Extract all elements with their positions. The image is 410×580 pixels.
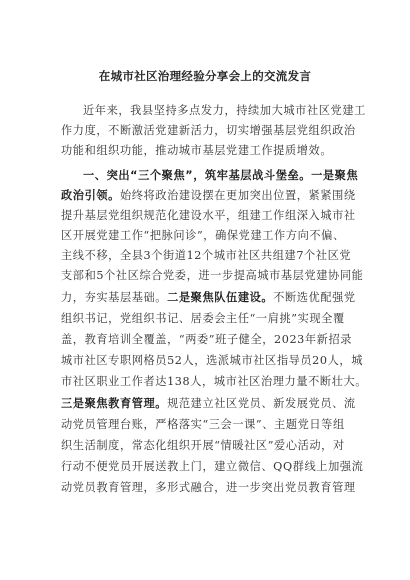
text-segment: 动党员管理台账，严格落实“三会一课”、主题党日等组 — [61, 418, 345, 431]
body-line — [61, 229, 345, 243]
bold-text-segment: 三是聚焦教育管理。 — [61, 397, 168, 410]
text-segment: 主线不移，全县3个街道12个城市社区共组建7个社区党 — [61, 249, 352, 262]
body-line — [61, 269, 363, 283]
text-segment: 功能和组织功能，推动城市基层党建工作提质增效。 — [61, 144, 333, 157]
body-line — [61, 439, 345, 453]
text-segment: 行动不便党员开展送教上门，建立微信、QQ群线上加强流 — [61, 460, 364, 473]
text-segment: 市社区职业工作者达138人，城市社区治理力量不断壮大。 — [61, 375, 368, 388]
text-segment: 动党员教育管理，多形式融合，进一步突出党员教育管理 — [61, 481, 356, 494]
body-line — [61, 397, 356, 411]
text-segment: 织生活制度，常态化组织开展“情暖社区”爱心活动，对 — [61, 439, 345, 452]
bold-text-segment: 一、突出“三个聚焦”，筑牢基层战斗堡垒。一是聚焦 — [83, 169, 359, 182]
body-line — [61, 209, 356, 223]
body-line — [61, 312, 345, 326]
body-line — [61, 291, 356, 305]
text-segment: 作力度，不断激活党建新活力，切实增强基层党组织政治 — [61, 124, 356, 137]
text-segment: 区开展党建工作“把脉问诊”，确保党建工作方向不偏、 — [61, 229, 345, 242]
text-segment: 近年来，我县坚持多点发力，持续加大城市社区党建工 — [83, 104, 366, 117]
bold-text-segment: 二是聚焦队伍建设。 — [167, 291, 274, 304]
document-title: 在城市社区治理经验分享会上的交流发言 — [98, 69, 312, 83]
body-line — [61, 460, 363, 474]
text-segment: 始终将政治建设摆在更加突出位置，紧紧围绕 — [119, 189, 356, 202]
text-segment: 城市社区专职网格员52人，选派城市社区指导员20人，城 — [61, 354, 363, 367]
body-line — [61, 249, 351, 263]
text-segment: 组织书记，党组织书记、居委会主任“一肩挑”实现全覆 — [61, 312, 345, 325]
text-segment: 规范建立社区党员、新发展党员、流 — [167, 397, 356, 410]
body-line — [61, 124, 356, 138]
body-line — [61, 333, 352, 347]
text-segment: 支部和5个社区综合党委，进一步提高城市基层党建协同能 — [61, 269, 364, 282]
body-line — [61, 144, 332, 158]
text-segment: 力，夯实基层基础。 — [61, 291, 168, 304]
bold-text-segment: 政治引领。 — [61, 189, 120, 202]
body-line — [83, 169, 358, 183]
body-line — [61, 354, 363, 368]
text-segment: 提升基层党组织规范化建设水平，组建工作组深入城市社 — [61, 209, 356, 222]
body-line — [61, 189, 356, 203]
body-line — [83, 104, 366, 118]
text-segment: 不断选优配强党 — [273, 291, 356, 304]
body-line — [61, 375, 367, 389]
text-segment: 盖，教育培训全覆盖，“两委”班子健全，2023年新招录 — [61, 333, 353, 346]
body-line — [61, 481, 356, 495]
body-line — [61, 418, 345, 432]
